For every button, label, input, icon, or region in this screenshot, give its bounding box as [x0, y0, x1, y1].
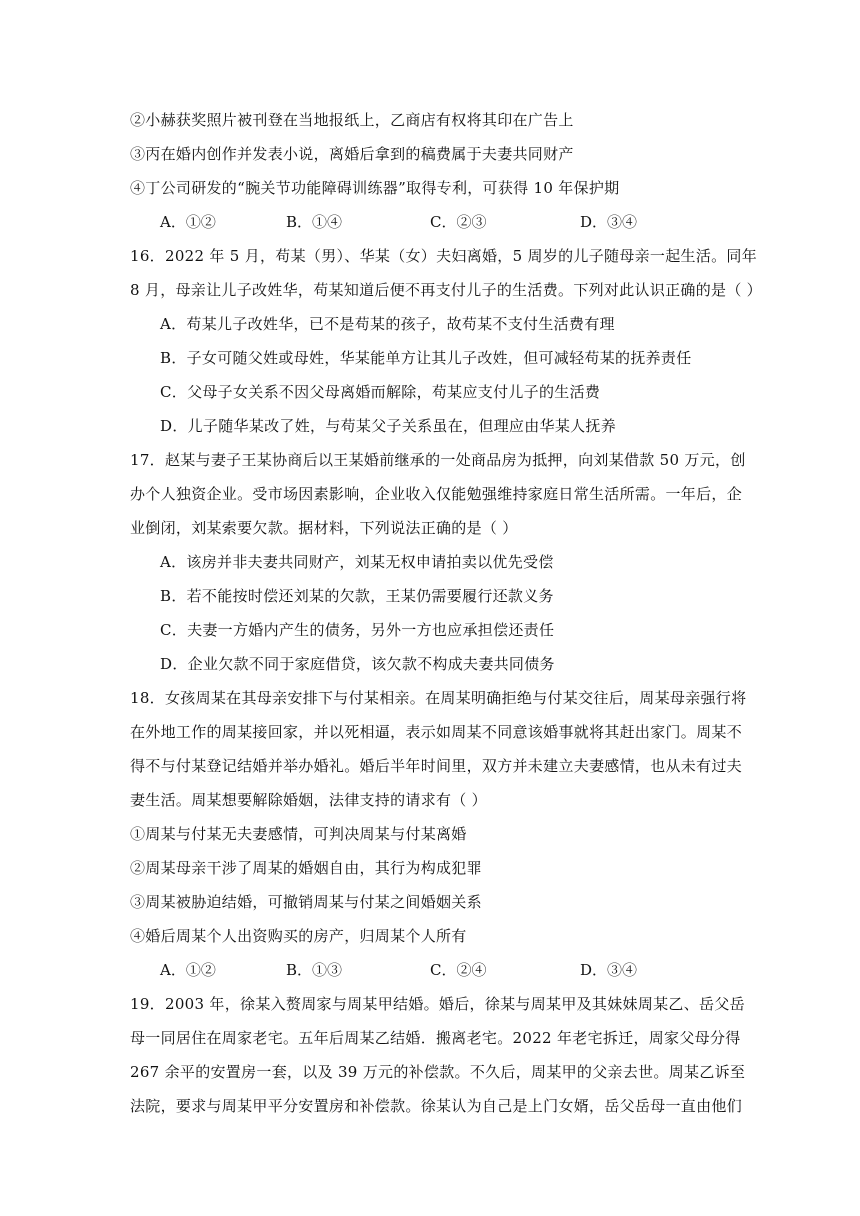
q18-option-a: A．①② [160, 961, 216, 979]
q18-stem-line-4: 妻生活。周某想要解除婚姻，法律支持的请求有（ ） [130, 791, 487, 809]
q15-option-b: B．①④ [286, 213, 343, 231]
q15-statement-3: ③丙在婚内创作并发表小说，离婚后拿到的稿费属于夫妻共同财产 [130, 145, 574, 163]
q19-stem-line-2: 母一同居住在周家老宅。五年后周某乙结婚．搬离老宅。2022 年老宅拆迁，周家父母分得 [130, 1029, 741, 1047]
q15-statement-2: ②小赫获奖照片被刊登在当地报纸上，乙商店有权将其印在广告上 [130, 111, 574, 129]
q18-stem-line-2: 在外地工作的周某接回家，并以死相逼，表示如周某不同意该婚事就将其赶出家门。周某不 [130, 723, 743, 741]
q16-stem-line-2: 8 月，母亲让儿子改姓华，苟某知道后便不再支付儿子的生活费。下列对此认识正确的是（ ） [130, 281, 762, 299]
q19-stem-line-3: 267 余平的安置房一套，以及 39 万元的补偿款。不久后，周某甲的父亲去世。周某乙诉至 [130, 1063, 746, 1081]
q18-statement-1: ①周某与付某无夫妻感情，可判决周某与付某离婚 [130, 825, 467, 843]
q19-stem-line-4: 法院，要求与周某甲平分安置房和补偿款。徐某认为自己是上门女婿，岳父岳母一直由他们 [130, 1097, 743, 1115]
q16-option-b: B．子女可随父姓或母姓，华某能单方让其儿子改姓，但可减轻苟某的抚养责任 [160, 349, 692, 367]
q18-stem-line-3: 得不与付某登记结婚并举办婚礼。婚后半年时间里，双方并未建立夫妻感情，也从未有过夫 [130, 757, 743, 775]
q15-statement-4: ④丁公司研发的“腕关节功能障碍训练器”取得专利，可获得 10 年保护期 [130, 179, 620, 197]
q18-statement-2: ②周某母亲干涉了周某的婚姻自由，其行为构成犯罪 [130, 859, 482, 877]
q18-option-c: C．②④ [430, 961, 487, 979]
q18-option-b: B．①③ [286, 961, 343, 979]
q19-stem-line-1: 19．2003 年，徐某入赘周家与周某甲结婚。婚后，徐某与周某甲及其妹妹周某乙、岳父岳 [130, 995, 745, 1013]
q15-option-d: D．③④ [580, 213, 638, 231]
q17-option-d: D．企业欠款不同于家庭借贷，该欠款不构成夫妻共同债务 [160, 655, 555, 673]
q15-option-c: C．②③ [430, 213, 487, 231]
q17-stem-line-2: 办个人独资企业。受市场因素影响，企业收入仅能勉强维持家庭日常生活所需。一年后，企 [130, 485, 743, 503]
q18-stem-line-1: 18．女孩周某在其母亲安排下与付某相亲。在周某明确拒绝与付某交往后，周某母亲强行将 [130, 689, 747, 707]
q17-option-a: A．该房并非夫妻共同财产，刘某无权申请拍卖以优先受偿 [160, 553, 554, 571]
q17-stem-line-1: 17．赵某与妻子王某协商后以王某婚前继承的一处商品房为抵押，向刘某借款 50 万元，创 [130, 451, 746, 469]
q18-statement-3: ③周某被胁迫结婚，可撤销周某与付某之间婚姻关系 [130, 893, 482, 911]
q17-option-c: C．夫妻一方婚内产生的债务，另外一方也应承担偿还责任 [160, 621, 555, 639]
q15-option-a: A．①② [160, 213, 216, 231]
q16-stem-line-1: 16．2022 年 5 月，苟某（男）、华某（女）夫妇离婚，5 周岁的儿子随母亲一起生活。同年 [130, 247, 758, 265]
q17-option-b: B．若不能按时偿还刘某的欠款，王某仍需要履行还款义务 [160, 587, 554, 605]
q16-option-c: C．父母子女关系不因父母离婚而解除，苟某应支付儿子的生活费 [160, 383, 601, 401]
q17-stem-line-3: 业倒闭，刘某索要欠款。据材料，下列说法正确的是（ ） [130, 519, 518, 537]
q18-statement-4: ④婚后周某个人出资购买的房产，归周某个人所有 [130, 927, 467, 945]
q18-option-d: D．③④ [580, 961, 638, 979]
q16-option-a: A．苟某儿子改姓华，已不是苟某的孩子，故苟某不支付生活费有理 [160, 315, 615, 333]
q16-option-d: D．儿子随华某改了姓，与苟某父子关系虽在，但理应由华某人抚养 [160, 417, 617, 435]
